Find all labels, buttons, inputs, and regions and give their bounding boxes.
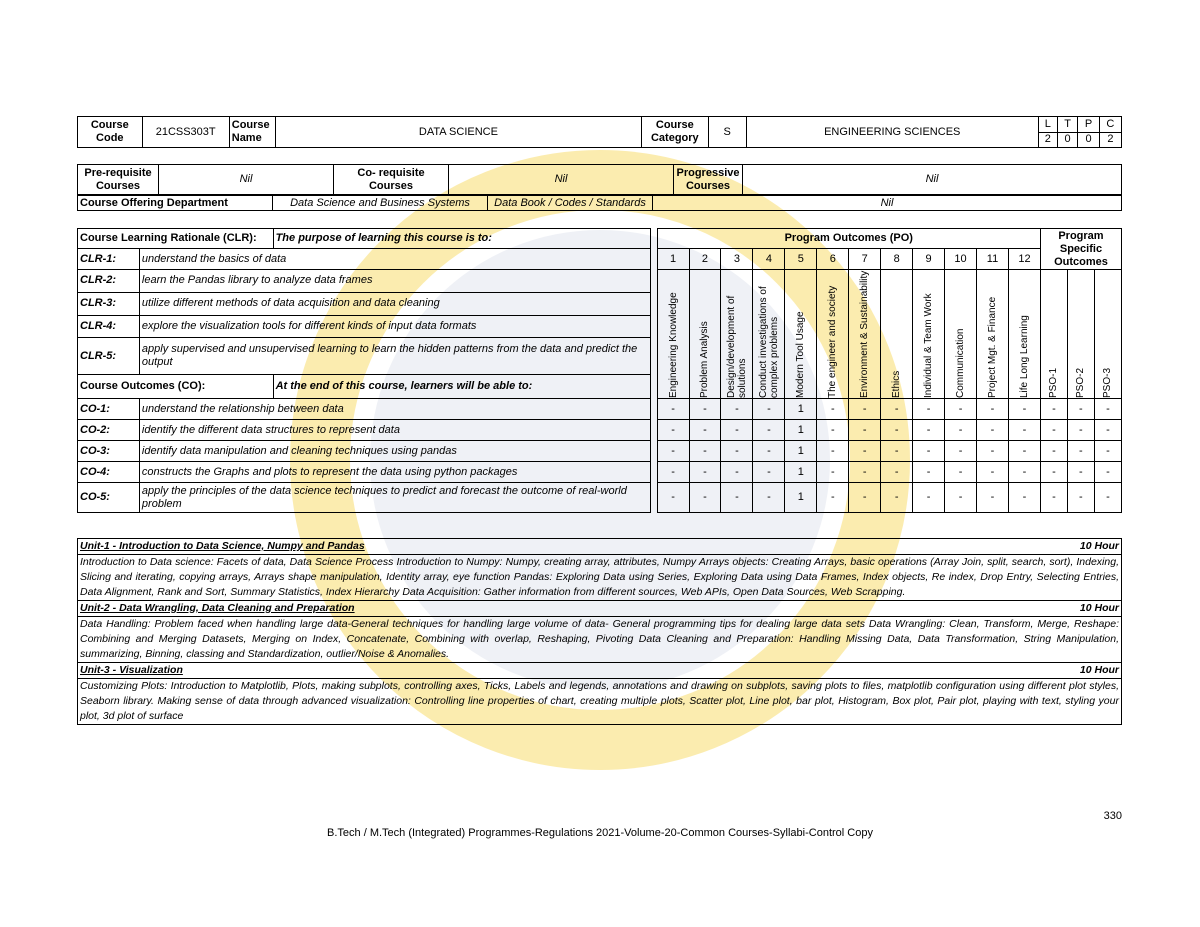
unit-header — [78, 601, 1122, 617]
pso-name-text: PSO-1 — [1048, 367, 1060, 398]
co-row — [78, 462, 1122, 483]
category-name: ENGINEERING SCIENCES — [746, 117, 1038, 148]
course-code-label: Course Code — [78, 117, 143, 148]
po-name — [945, 270, 977, 399]
unit-hours: 10 Hour — [1079, 602, 1119, 614]
co-map-cell: - — [753, 462, 785, 483]
co-map-cell: 1 — [785, 483, 817, 513]
co-text: constructs the Graphs and plots to represent the data using python packages — [139, 462, 650, 483]
co-map-cell: - — [945, 399, 977, 420]
po-name — [977, 270, 1009, 399]
unit-header — [78, 663, 1122, 679]
co-map-cell: - — [1040, 399, 1067, 420]
unit-body: Data Handling: Problem faced when handling large data-General techniques for handling large volume of data- General programming tips for dealing large data sets Data Wrangling: Clean, Transform, Merge, Reshape: Combining and Merging Datasets, Merging on Index, Concatenate, Combining with overlap, Reshaping, Pivoting Data Cleaning and Preparation: Handling Missing Data, Data Transformation, String Manipulation, summarizing, Binning, classing and Standardization, outlier/Noise & Anomalies. — [78, 617, 1122, 663]
co-map-cell: - — [881, 483, 913, 513]
ltpc-label: P — [1078, 117, 1100, 132]
co-title: Course Outcomes (CO): — [78, 375, 274, 399]
co-text: understand the relationship between data — [139, 399, 650, 420]
co-map-cell: 1 — [785, 420, 817, 441]
clr-purpose: The purpose of learning this course is to: — [273, 229, 650, 249]
po-number: 6 — [817, 249, 849, 270]
co-map-cell: - — [977, 399, 1009, 420]
co-text: identify data manipulation and cleaning techniques using pandas — [139, 441, 650, 462]
ltpc-label: L — [1039, 117, 1058, 132]
co-map-cell: - — [1094, 462, 1121, 483]
unit-body: Customizing Plots: Introduction to Matplotlib, Plots, making subplots, controlling axes, Ticks, Labels and legends, annotations and drawing on subplots, saving plots to files, matplotlib configuration using different plot styles, Seaborn library. Making sense of data through advanced visualization: Controlling line properties of chart, creating multiple plots, Scatter plot, Line plot, bar plot, Histogram, Box plot, Pair plot, playing with text, styling your plot, 3d plot of surface — [78, 679, 1122, 725]
prerequisite-table — [77, 164, 1122, 195]
co-map-cell: - — [1094, 420, 1121, 441]
co-map-cell: - — [817, 420, 849, 441]
clr-text: apply supervised and unsupervised learning to learn the hidden patterns from the data and predict the output — [139, 338, 650, 375]
unit-header — [78, 539, 1122, 555]
co-map-cell: - — [881, 441, 913, 462]
co-map-cell: - — [817, 399, 849, 420]
co-code: CO-4: — [78, 462, 140, 483]
co-text: identify the different data structures to represent data — [139, 420, 650, 441]
unit-hours: 10 Hour — [1079, 664, 1119, 676]
co-map-cell: - — [817, 462, 849, 483]
databook-label: Data Book / Codes / Standards — [488, 196, 653, 211]
course-name-label: Course Name — [229, 117, 275, 148]
co-map-cell: - — [977, 441, 1009, 462]
co-map-cell: - — [689, 399, 721, 420]
dept-value: Data Science and Business Systems — [273, 196, 488, 211]
po-number: 9 — [913, 249, 945, 270]
co-map-cell: - — [1040, 441, 1067, 462]
co-map-cell: - — [689, 420, 721, 441]
clr-text: learn the Pandas library to analyze data frames — [139, 270, 650, 293]
clr-code: CLR-4: — [78, 315, 140, 338]
co-map-cell: - — [977, 420, 1009, 441]
co-map-cell: - — [977, 483, 1009, 513]
course-category-label: Course Category — [642, 117, 709, 148]
po-name-text: Individual & Team Work — [923, 293, 935, 398]
clr-code: CLR-2: — [78, 270, 140, 293]
co-map-cell: - — [689, 483, 721, 513]
co-map-cell: - — [881, 462, 913, 483]
co-map-cell: - — [1094, 399, 1121, 420]
ltpc-label: C — [1099, 117, 1121, 132]
co-map-cell: - — [849, 483, 881, 513]
co-map-cell: - — [1008, 441, 1040, 462]
page-number: 330 — [1103, 810, 1122, 822]
unit-title: Unit-2 - Data Wrangling, Data Cleaning and Preparation — [80, 602, 355, 614]
co-row — [78, 420, 1122, 441]
co-code: CO-1: — [78, 399, 140, 420]
co-map-cell: - — [721, 399, 753, 420]
co-map-cell: - — [753, 420, 785, 441]
co-map-cell: - — [945, 420, 977, 441]
co-map-cell: - — [849, 420, 881, 441]
co-map-cell: - — [1094, 441, 1121, 462]
co-map-cell: 1 — [785, 441, 817, 462]
progressive-value: Nil — [743, 165, 1122, 195]
co-map-cell: 1 — [785, 462, 817, 483]
course-name: DATA SCIENCE — [275, 117, 641, 148]
clr-text: understand the basics of data — [139, 249, 650, 270]
co-map-cell: - — [945, 441, 977, 462]
co-map-cell: - — [721, 420, 753, 441]
co-map-cell: - — [1067, 462, 1094, 483]
co-purpose: At the end of this course, learners will be able to: — [273, 375, 650, 399]
units-table — [77, 538, 1122, 725]
po-name-text: Engineering Knowledge — [667, 292, 679, 398]
co-map-cell: - — [913, 462, 945, 483]
po-number: 5 — [785, 249, 817, 270]
clr-text: explore the visualization tools for different kinds of input data formats — [139, 315, 650, 338]
pso-name — [1040, 270, 1067, 399]
pso-name-text: PSO-3 — [1102, 367, 1114, 398]
co-map-cell: - — [945, 462, 977, 483]
footer-text: B.Tech / M.Tech (Integrated) Programmes-Regulations 2021-Volume-20-Common Courses-Syllabi-Control Copy — [327, 827, 873, 839]
po-name — [753, 270, 785, 399]
co-map-cell: - — [689, 441, 721, 462]
course-code: 21CSS303T — [142, 117, 229, 148]
dept-label: Course Offering Department — [78, 196, 273, 211]
pso-name — [1067, 270, 1094, 399]
po-name-text: Problem Analysis — [699, 321, 711, 398]
ltpc-label: T — [1057, 117, 1077, 132]
co-code: CO-2: — [78, 420, 140, 441]
co-map-cell: - — [977, 462, 1009, 483]
po-name-text: The engineer and society — [827, 285, 839, 398]
co-row — [78, 483, 1122, 513]
co-map-cell: - — [657, 462, 689, 483]
po-name — [721, 270, 753, 399]
databook-value: Nil — [653, 196, 1122, 211]
co-map-cell: - — [1008, 420, 1040, 441]
po-name — [689, 270, 721, 399]
po-number: 10 — [945, 249, 977, 270]
co-map-cell: - — [657, 420, 689, 441]
ltpc-value: 0 — [1078, 132, 1100, 147]
clr-code: CLR-1: — [78, 249, 140, 270]
co-map-cell: - — [1040, 462, 1067, 483]
co-map-cell: - — [1094, 483, 1121, 513]
po-number: 11 — [977, 249, 1009, 270]
co-map-cell: - — [1008, 462, 1040, 483]
po-name — [913, 270, 945, 399]
unit-body: Introduction to Data science: Facets of data, Data Science Process Introduction to Numpy: Numpy, creating array, attributes, Numpy Arrays objects: Creating Arrays, basic operations (Array Join, split, search, sort), Indexing, Slicing and iterating, copying arrays, Arrays shape manipulation, Identity array, eye function Pandas: Exploring Data using Series, Exploring Data using Data Frames, Index objects, Re index, Drop Entry, Selecting Entries, Data Alignment, Rank and Sort, Summary Statistics, Index Hierarchy Data Acquisition: Gather information from different sources, Web APIs, Open Data Sources, Web Scrapping. — [78, 555, 1122, 601]
co-map-cell: - — [913, 399, 945, 420]
co-map-cell: - — [753, 441, 785, 462]
co-map-cell: - — [817, 441, 849, 462]
department-table — [77, 195, 1122, 211]
co-row — [78, 441, 1122, 462]
po-name-text: Project Mgt. & Finance — [987, 296, 998, 398]
po-number: 3 — [721, 249, 753, 270]
po-name — [785, 270, 817, 399]
ltpc-cell — [1038, 117, 1121, 148]
co-map-cell: - — [657, 399, 689, 420]
po-name-text: Conduct investigations of complex problems — [757, 286, 780, 398]
co-map-cell: - — [1040, 483, 1067, 513]
co-map-cell: - — [1067, 483, 1094, 513]
po-number: 2 — [689, 249, 721, 270]
co-map-cell: - — [1067, 441, 1094, 462]
co-map-cell: - — [1067, 399, 1094, 420]
po-name-text: Ethics — [891, 370, 903, 398]
coreq-value: Nil — [449, 165, 674, 195]
unit-hours: 10 Hour — [1079, 540, 1119, 552]
co-map-cell: - — [913, 420, 945, 441]
pso-name — [1094, 270, 1121, 399]
co-row — [78, 399, 1122, 420]
co-map-cell: - — [753, 399, 785, 420]
ltpc-value: 2 — [1039, 132, 1058, 147]
course-category: S — [708, 117, 746, 148]
po-number: 1 — [657, 249, 689, 270]
outcomes-table — [77, 228, 1122, 513]
unit-title: Unit-1 - Introduction to Data Science, Numpy and Pandas — [80, 540, 365, 552]
ltpc-value: 0 — [1057, 132, 1077, 147]
po-name — [657, 270, 689, 399]
co-map-cell: - — [849, 462, 881, 483]
co-code: CO-3: — [78, 441, 140, 462]
co-map-cell: - — [689, 462, 721, 483]
clr-code: CLR-3: — [78, 292, 140, 315]
co-text: apply the principles of the data science techniques to predict and forecast the outcome of real-world problem — [139, 483, 650, 513]
co-code: CO-5: — [78, 483, 140, 513]
clr-code: CLR-5: — [78, 338, 140, 375]
co-map-cell: - — [753, 483, 785, 513]
co-map-cell: - — [1040, 420, 1067, 441]
co-map-cell: - — [1008, 399, 1040, 420]
po-number: 8 — [881, 249, 913, 270]
co-map-cell: - — [945, 483, 977, 513]
co-map-cell: - — [721, 462, 753, 483]
co-map-cell: - — [657, 483, 689, 513]
co-map-cell: - — [849, 399, 881, 420]
co-map-cell: - — [1008, 483, 1040, 513]
pso-name-text: PSO-2 — [1075, 367, 1087, 398]
po-name — [849, 270, 881, 399]
spacer-column — [650, 229, 657, 513]
pso-title: Program Specific Outcomes — [1040, 229, 1121, 270]
co-map-cell: - — [817, 483, 849, 513]
co-map-cell: - — [881, 399, 913, 420]
co-map-cell: - — [881, 420, 913, 441]
co-map-cell: - — [657, 441, 689, 462]
po-name-text: Communication — [955, 328, 967, 398]
progressive-label: Progressive Courses — [674, 165, 743, 195]
unit-title: Unit-3 - Visualization — [80, 664, 183, 676]
prereq-label: Pre-requisite Courses — [78, 165, 159, 195]
po-number: 12 — [1008, 249, 1040, 270]
co-map-cell: 1 — [785, 399, 817, 420]
po-name — [1008, 270, 1040, 399]
course-header-table — [77, 116, 1122, 148]
po-name — [817, 270, 849, 399]
co-map-cell: - — [721, 483, 753, 513]
co-map-cell: - — [913, 441, 945, 462]
co-map-cell: - — [913, 483, 945, 513]
prereq-value: Nil — [159, 165, 334, 195]
po-name — [881, 270, 913, 399]
po-name-text: Life Long Learning — [1018, 315, 1030, 398]
co-map-cell: - — [849, 441, 881, 462]
po-title: Program Outcomes (PO) — [657, 229, 1040, 249]
po-name-text: Design/development of solutions — [725, 295, 748, 398]
po-name-text: Environment & Sustainability — [859, 270, 871, 398]
co-map-cell: - — [721, 441, 753, 462]
po-name-text: Modern Tool Usage — [795, 311, 807, 398]
po-number: 4 — [753, 249, 785, 270]
coreq-label: Co- requisite Courses — [334, 165, 449, 195]
co-map-cell: - — [1067, 420, 1094, 441]
clr-title: Course Learning Rationale (CLR): — [78, 229, 274, 249]
clr-text: utilize different methods of data acquisition and data cleaning — [139, 292, 650, 315]
po-number: 7 — [849, 249, 881, 270]
ltpc-value: 2 — [1099, 132, 1121, 147]
